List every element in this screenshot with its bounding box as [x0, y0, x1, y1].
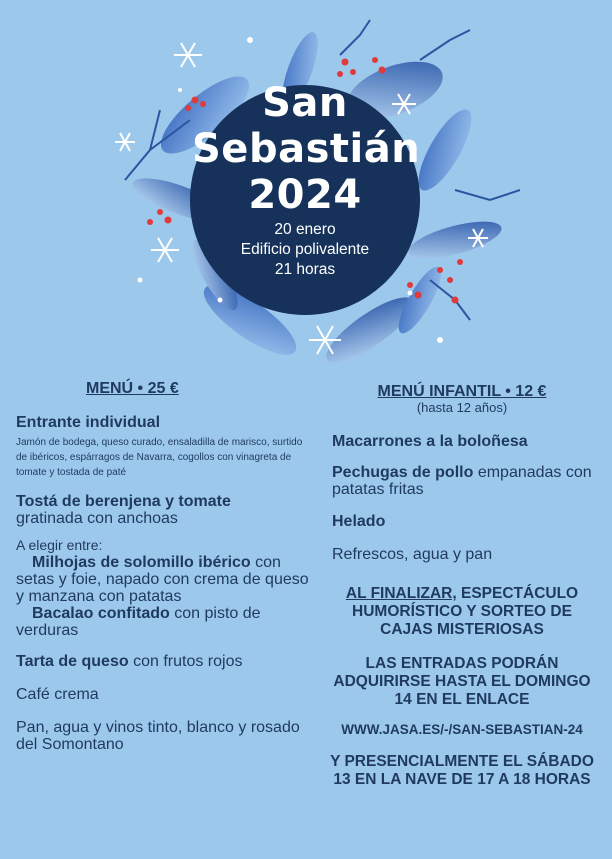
kids-item-macarrones: Macarrones a la boloñesa [332, 433, 528, 450]
option-bacalao: Bacalao confitado con pisto de verduras [16, 605, 261, 639]
kids-item-pechugas: Pechugas de pollo empanadas con patatas fritas [332, 464, 592, 498]
title-line1: San [262, 80, 348, 126]
kids-item-drinks: Refrescos, agua y pan [332, 546, 493, 563]
dessert: Tarta de queso con frutos rojos [16, 653, 243, 670]
event-date: 20 enero [274, 221, 336, 238]
show-info: AL FINALIZAR, ESPECTÁCULO HUMORÍSTICO Y SORTEO DE CAJAS MISTERIOSAS [345, 585, 579, 638]
option-milhojas: Milhojas de solomillo ibérico con setas y foie, napado con crema de queso y manzana con patatas [16, 554, 309, 605]
kids-menu [328, 383, 596, 789]
tickets-info: LAS ENTRADAS PODRÁN ADQUIRIRSE HASTA EL DOMINGO 14 EN EL ENLACE [333, 655, 591, 708]
drinks: Pan, agua y vinos tinto, blanco y rosado del Somontano [16, 719, 300, 753]
tickets-url: WWW.JASA.ES/-/SAN-SEBASTIAN-24 [341, 722, 583, 737]
event-time: 21 horas [274, 261, 336, 278]
tosta: Tostá de berenjena y tomate gratinada con anchoas [16, 493, 231, 527]
year: 2024 [248, 172, 362, 218]
coffee: Café crema [16, 686, 99, 703]
choose-label: A elegir entre: [16, 537, 103, 553]
event-header [192, 80, 421, 280]
starter-title: Entrante individual [16, 414, 161, 431]
event-venue: Edificio polivalente [240, 241, 370, 258]
adult-menu-heading: MENÚ • 25 € [86, 380, 179, 397]
title-line2: Sebastián [192, 126, 421, 172]
in-person-info: Y PRESENCIALMENTE EL SÁBADO 13 EN LA NAVE DE 17 A 18 HORAS [330, 753, 594, 788]
starter-description: Jamón de bodega, queso curado, ensaladilla de marisco, surtido de ibéricos, espárragos de Navarra, cogollos con vinagreta de tomate y tostada de paté [16, 437, 303, 478]
kids-item-helado: Helado [332, 513, 386, 530]
adult-menu [16, 380, 316, 753]
kids-menu-heading: MENÚ INFANTIL • 12 € [377, 383, 547, 400]
kids-menu-note: (hasta 12 años) [416, 400, 508, 415]
